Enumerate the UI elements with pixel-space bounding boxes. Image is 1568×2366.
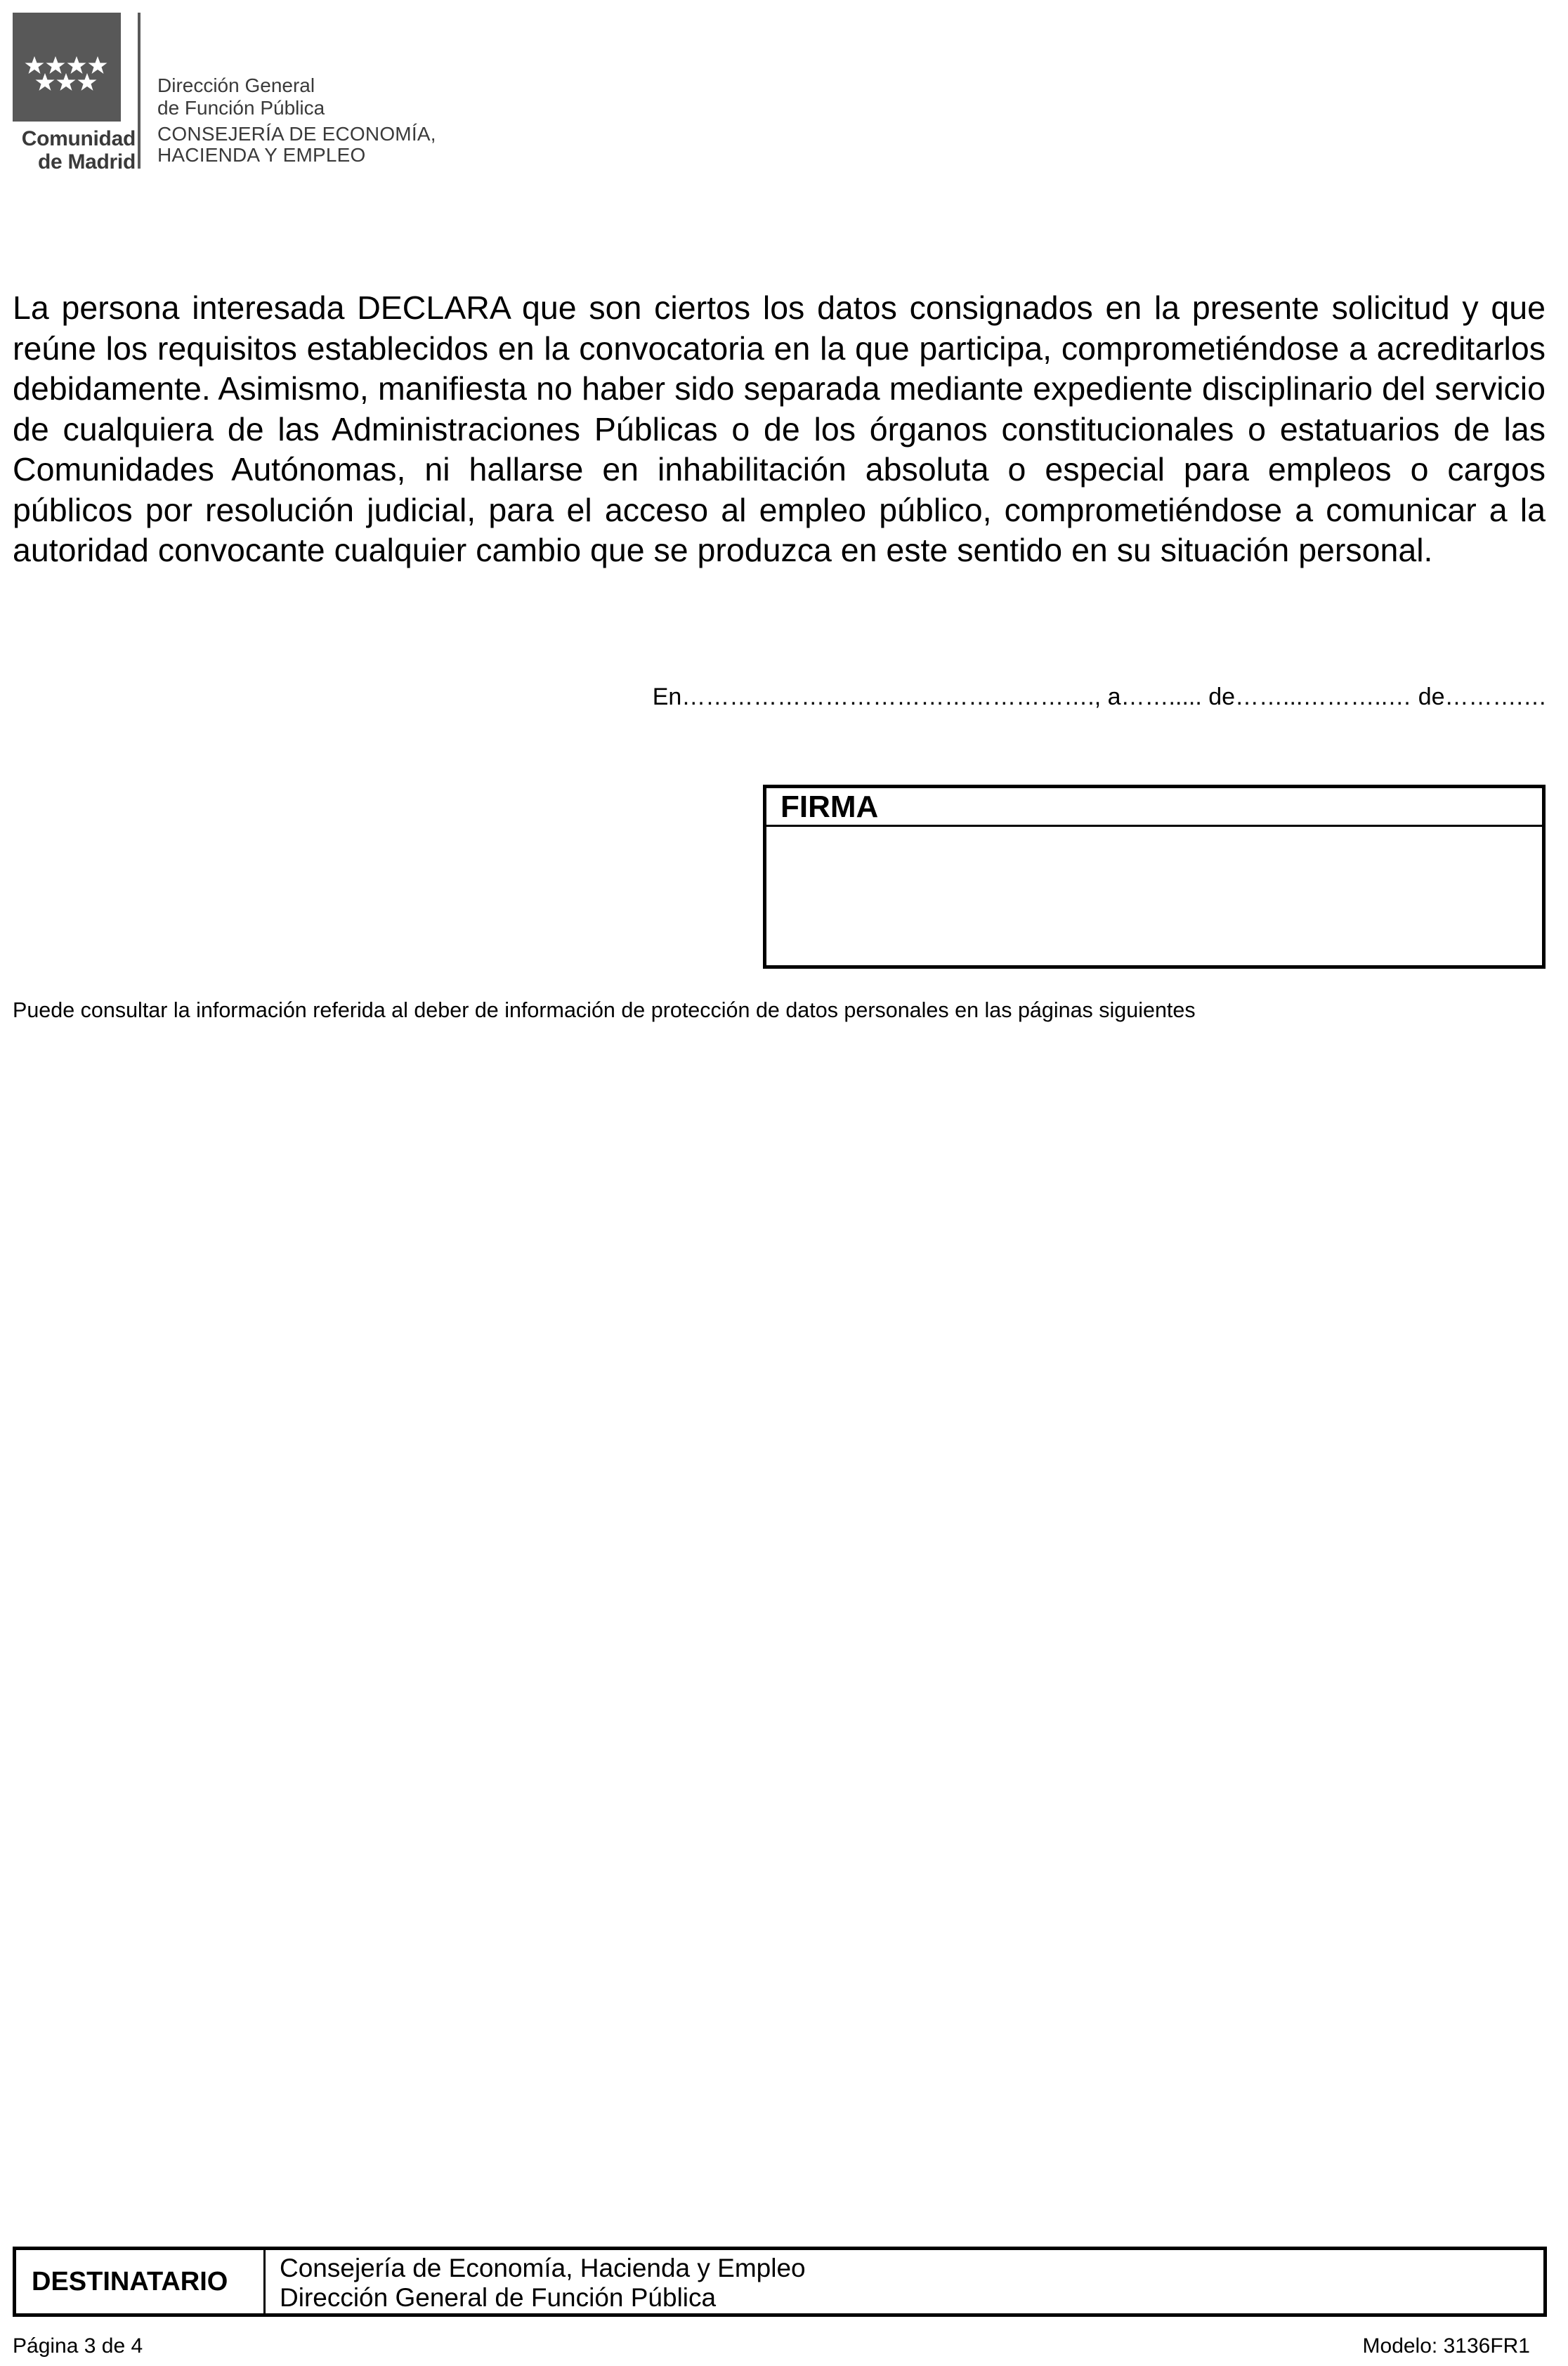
signature-area[interactable] (766, 827, 1542, 965)
recipient-value (266, 2250, 1543, 2313)
data-protection-notice: Puede consultar la información referida al deber de información de protección de datos personales en las páginas siguientes (13, 998, 1196, 1022)
stars-icon (13, 13, 121, 122)
page-number: Página 3 de 4 (13, 2334, 143, 2358)
logo-name (13, 127, 136, 174)
recipient-line2: Dirección General de Función Pública (280, 2283, 717, 2312)
ministry-line2: HACIENDA Y EMPLEO (157, 144, 366, 166)
recipient-line1: Consejería de Economía, Hacienda y Empleo (280, 2254, 806, 2282)
model-code: Modelo: 3136FR1 (1362, 2334, 1530, 2358)
logo-name-line1: Comunidad (21, 127, 136, 150)
declaration-text: La persona interesada DECLARA que son ciertos los datos consignados en la presente solicitud y que reúne los requisitos establecidos en la convocatoria en la que participa, comprometiéndose a acreditarlos debidamente. Asimismo, manifiesta no haber sido separada mediante expediente disciplinario del servicio de cualquiera de las Administraciones Públicas o de los órganos constitucionales o estatuarios de las Comunidades Autónomas, ni hallarse en inhabilitación absoluta o especial para empleos o cargos públicos por resolución judicial, para el acceso al empleo público, comprometiéndose a comunicar a la autoridad convocante cualquier cambio que se produzca en este sentido en su situación personal. (13, 289, 1546, 568)
recipient-box (13, 2247, 1547, 2317)
logo-name-line2: de Madrid (38, 150, 136, 174)
signature-box (763, 785, 1546, 969)
signature-label: FIRMA (766, 788, 1542, 827)
header-logo (13, 13, 715, 174)
logo-divider (138, 13, 141, 169)
place-date-line[interactable]: En……………………………………………., a……..... de……...………..… de……….… (652, 684, 1547, 710)
recipient-label: DESTINATARIO (16, 2250, 266, 2313)
department-line1: Dirección General (157, 74, 315, 96)
department-name (157, 74, 325, 119)
madrid-flag-logo (13, 13, 121, 122)
ministry-line1: CONSEJERÍA DE ECONOMÍA, (157, 123, 436, 145)
department-line2: de Función Pública (157, 97, 325, 119)
ministry-name (157, 124, 436, 166)
